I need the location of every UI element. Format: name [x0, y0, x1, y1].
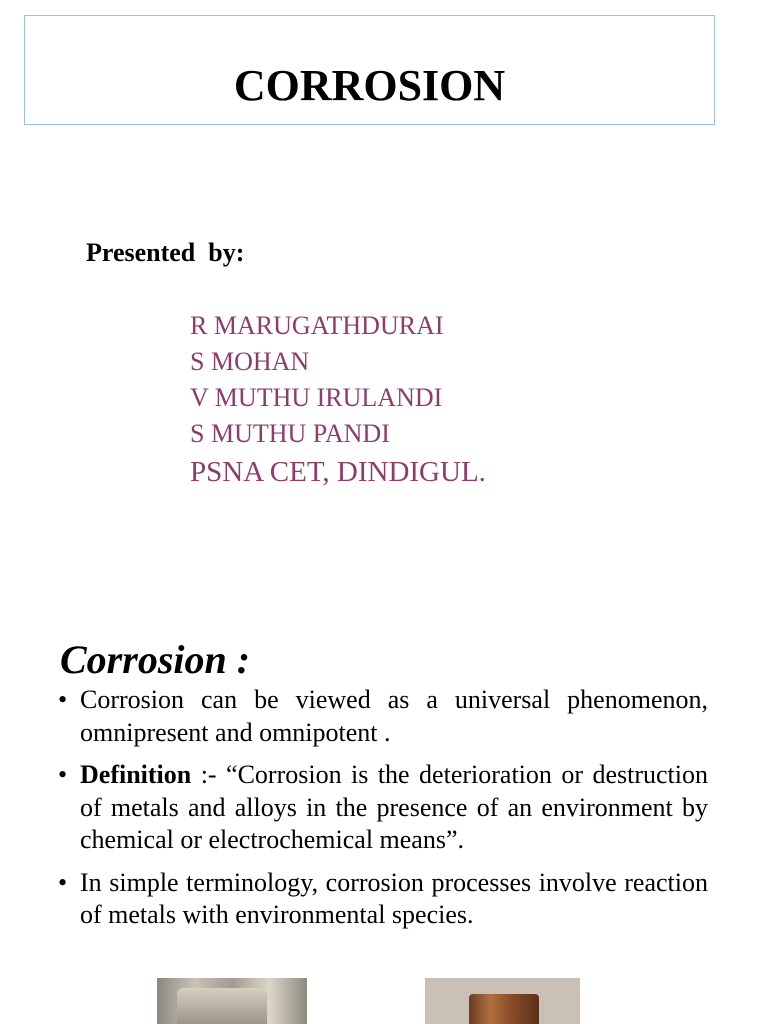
section-heading: Corrosion : — [60, 637, 251, 682]
presented-by-label: Presented by: — [86, 238, 245, 267]
institution-name: PSNA CET, DINDIGUL. — [190, 456, 486, 488]
definition-term: Definition — [80, 760, 192, 789]
bullet-marker: • — [58, 867, 68, 897]
bullet-text: Corrosion can be viewed as a universal phenomenon, omnipresent and omnipotent . — [80, 685, 708, 747]
bullet-item — [56, 867, 708, 932]
rusted-object-photo — [425, 978, 580, 1024]
presenter-name: S MOHAN — [190, 347, 310, 376]
bullet-marker: • — [58, 760, 68, 789]
bullet-marker: • — [58, 685, 68, 714]
bullet-text: :- “Corrosion is the deterioration or destruction of metals and alloys in the presence of an environment by chemical or electrochemical means”. — [80, 760, 708, 854]
corroded-pipe-photo — [157, 978, 307, 1024]
presenter-name: S MUTHU PANDI — [190, 419, 390, 448]
slide-title: CORROSION — [233, 61, 506, 110]
presenter-list — [190, 308, 486, 490]
presenter-name: R MARUGATHDURAI — [190, 311, 444, 340]
bullet-list — [56, 684, 708, 942]
bullet-text: In simple terminology, corrosion processes involve reaction of metals with environmental species. — [80, 867, 708, 929]
bullet-item — [56, 684, 708, 749]
presenter-name: V MUTHU IRULANDI — [190, 383, 443, 412]
bullet-item — [56, 759, 708, 857]
title-box — [24, 15, 715, 125]
